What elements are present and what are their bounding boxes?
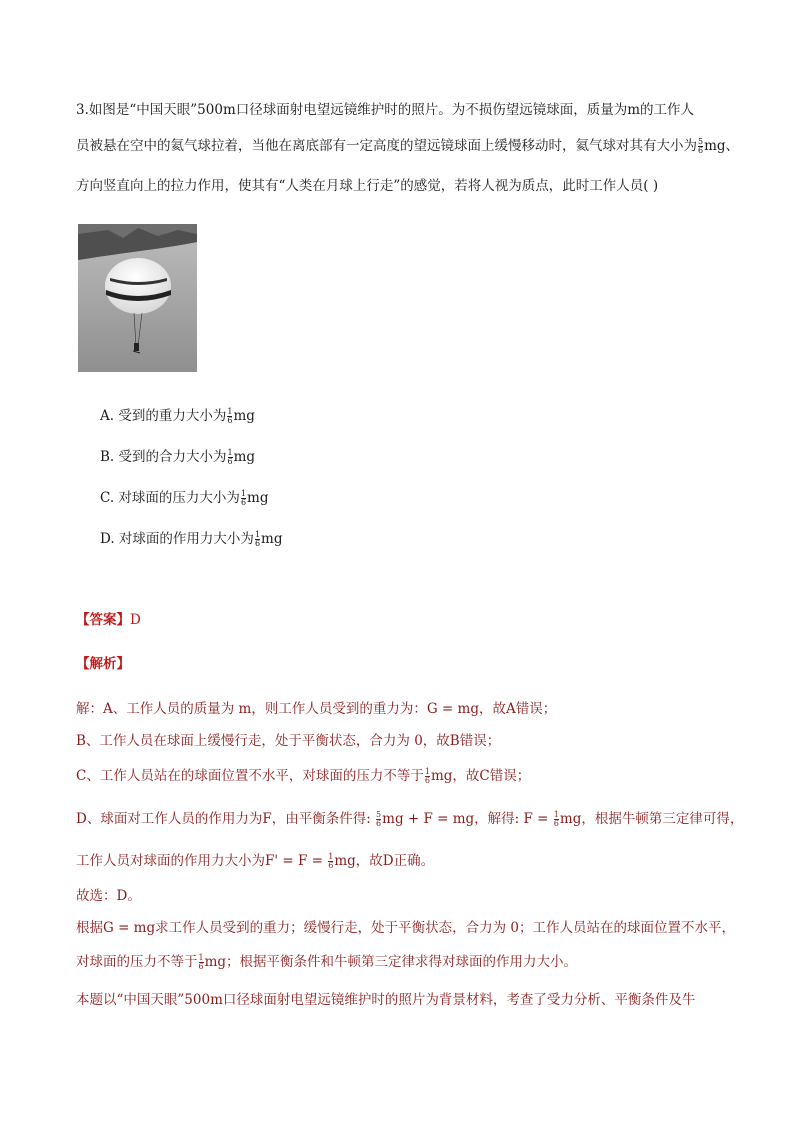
analysis-label-line <box>76 654 754 674</box>
question-text: mg、 <box>704 138 740 154</box>
fraction: $\frac{1}{6}$ <box>198 953 204 971</box>
analysis-text: 工作人员对球面的作用力大小为F' = F = <box>76 853 323 869</box>
question-line-1 <box>76 100 754 120</box>
fraction: $\frac{1}{6}$ <box>254 530 261 548</box>
analysis-line-8 <box>76 952 754 972</box>
analysis-text: mg，故C错误； <box>430 768 531 784</box>
option-b[interactable]: B. 受到的合力大小为 $\frac{1}{6}$ mg <box>100 448 256 466</box>
question-text: 员被悬在空中的氦气球拉着，当他在离底部有一定高度的望远镜球面上缓慢移动时，氦气球对其有大小为 <box>76 138 697 154</box>
answer-line <box>76 610 754 630</box>
fraction: $\frac{1}{6}$ <box>553 810 559 828</box>
analysis-text: mg，故D正确。 <box>334 853 435 869</box>
analysis-text: 对球面的压力不等于 <box>76 954 198 970</box>
analysis-text: D、球面对工作人员的作用力为F，由平衡条件得: <box>76 811 371 827</box>
analysis-line-9 <box>76 990 754 1010</box>
analysis-line-1 <box>76 699 754 719</box>
telescope-balloon-photo <box>78 224 197 372</box>
analysis-text: 本题以“中国天眼”500m口径球面射电望远镜维护时的照片为背景材料，考查了受力分析、平衡条件及牛 <box>76 992 696 1008</box>
analysis-text: C、工作人员站在的球面位置不水平，对球面的压力不等于 <box>76 768 424 784</box>
analysis-line-6 <box>76 886 754 906</box>
analysis-text: mg；根据平衡条件和牛顿第三定律求得对球面的作用力大小。 <box>204 954 578 970</box>
question-line-2 <box>76 136 754 156</box>
analysis-text: mg + F = mg，解得: F = <box>382 811 549 827</box>
answer-value: D <box>130 612 141 628</box>
fraction: $\frac{1}{6}$ <box>328 852 334 870</box>
fraction: $\frac{1}{6}$ <box>240 489 247 507</box>
option-d[interactable]: D. 对球面的作用力大小为 $\frac{1}{6}$ mg <box>100 530 283 548</box>
fraction: $\frac{5}{6}$ <box>698 137 704 155</box>
analysis-text: 根据G = mg求工作人员受到的重力；缓慢行走，处于平衡状态，合力为 0；工作人员站在的球面位置不水平， <box>76 920 736 936</box>
analysis-text: 解：A、工作人员的质量为 m，则工作人员受到的重力为：G = mg，故A错误； <box>76 701 557 717</box>
analysis-text: B、工作人员在球面上缓慢行走，处于平衡状态，合力为 0，故B错误； <box>76 733 501 749</box>
analysis-text: 故选：D。 <box>76 888 141 904</box>
question-text: 方向竖直向上的拉力作用，使其有“人类在月球上行走”的感觉，若将人视为质点，此时工作人员( ) <box>76 178 659 194</box>
option-c[interactable]: C. 对球面的压力大小为 $\frac{1}{6}$ mg <box>100 489 269 507</box>
answer-label: 【答案】 <box>76 612 130 628</box>
question-text: 3.如图是“中国天眼”500m口径球面射电望远镜维护时的照片。为不损伤望远镜球面，质量为m的工作人 <box>76 102 695 118</box>
option-a[interactable]: A. 受到的重力大小为 $\frac{1}{6}$ mg <box>100 407 255 425</box>
fraction: $\frac{1}{6}$ <box>424 767 430 785</box>
analysis-line-2 <box>76 731 754 751</box>
analysis-line-4 <box>76 809 754 829</box>
analysis-label: 【解析】 <box>76 656 130 672</box>
question-line-3 <box>76 176 754 196</box>
analysis-text: mg，根据牛顿第三定律可得， <box>559 811 744 827</box>
analysis-line-7 <box>76 918 754 938</box>
fraction: $\frac{1}{6}$ <box>227 448 233 466</box>
fraction: $\frac{5}{6}$ <box>376 810 382 828</box>
analysis-line-5 <box>76 851 754 871</box>
analysis-line-3 <box>76 766 754 786</box>
fraction: $\frac{1}{6}$ <box>227 407 233 425</box>
